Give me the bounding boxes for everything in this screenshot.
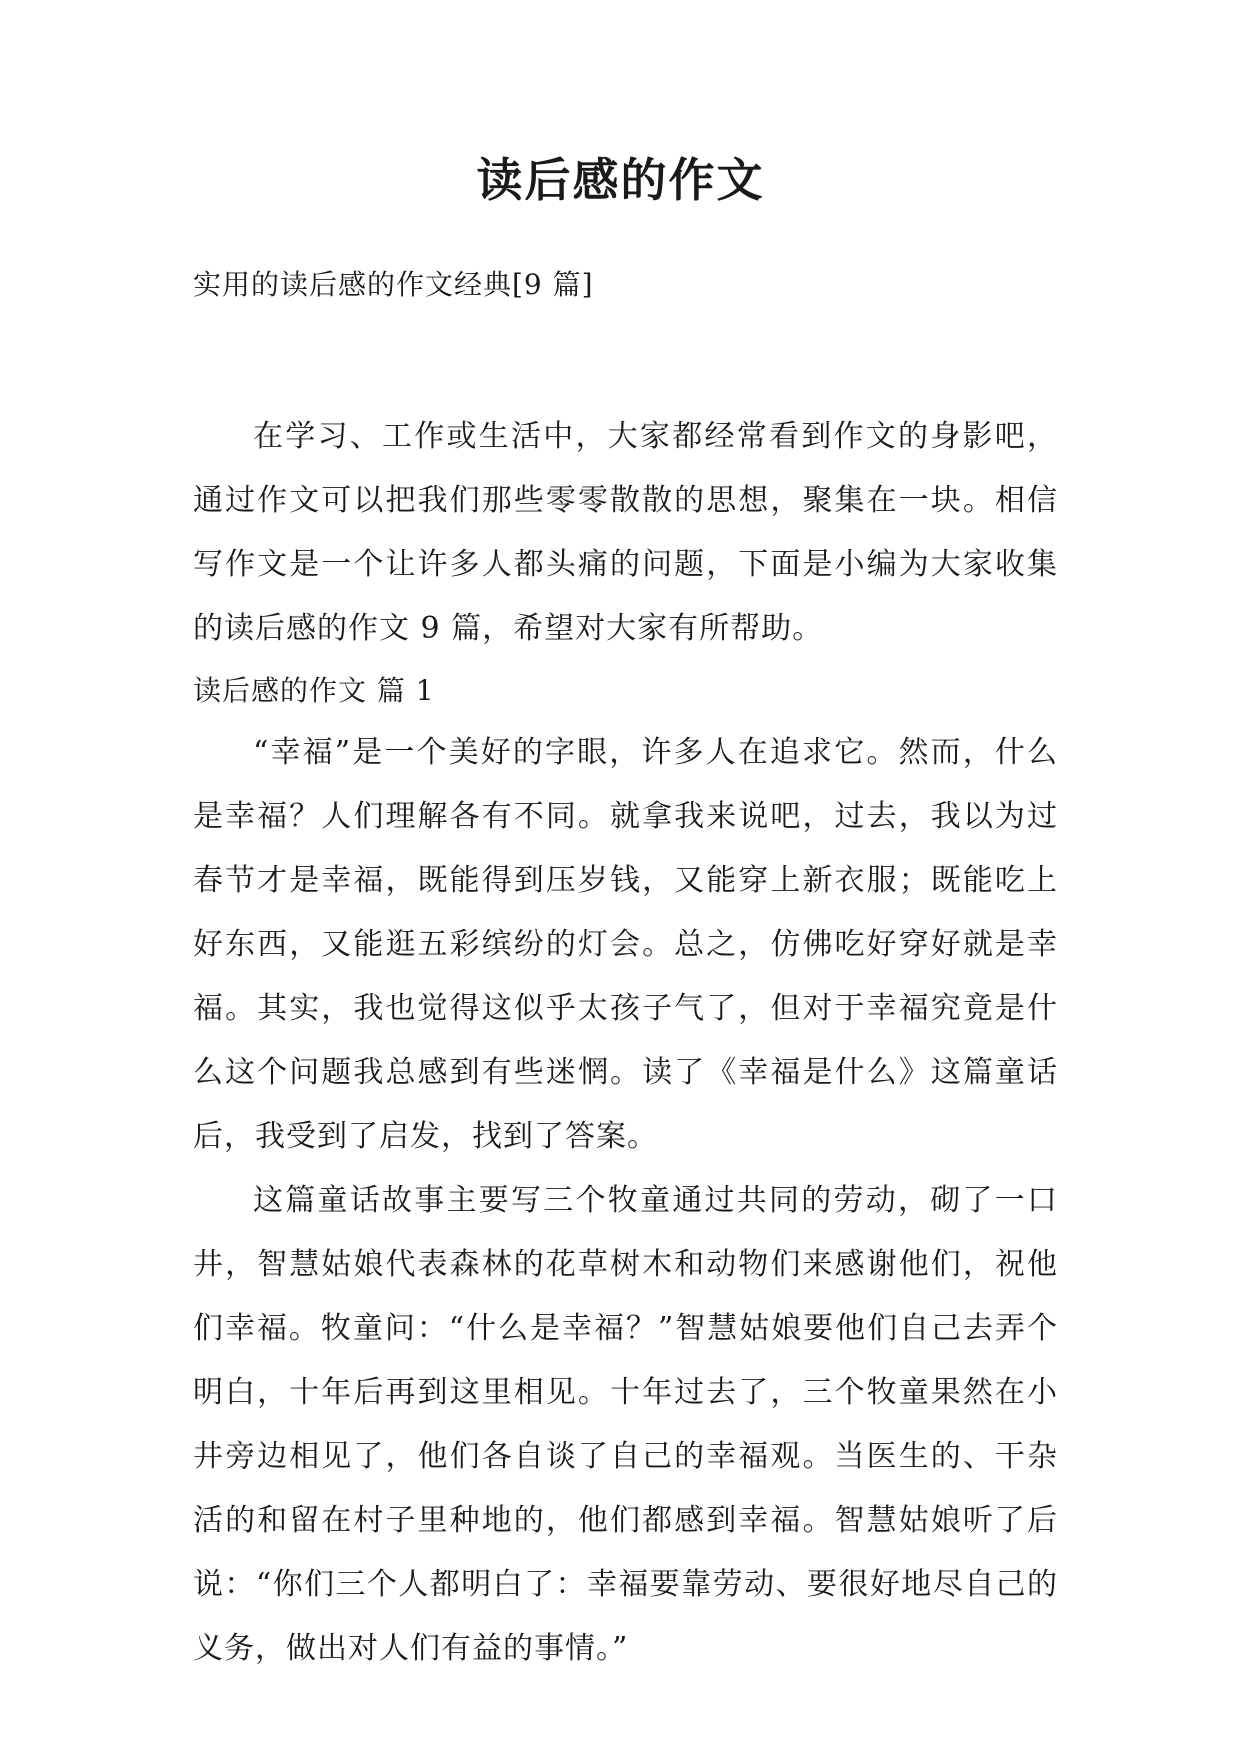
section-paragraph: “幸福”是一个美好的字眼，许多人在追求它。然而，什么是幸福？人们理解各有不同。就拿我来说吧，过去，我以为过春节才是幸福，既能得到压岁钱，又能穿上新衣服；既能吃上好东西，又能逛五彩缤纷的灯会。总之，仿佛吃好穿好就是幸福。其实，我也觉得这似乎太孩子气了，但对于幸福究竟是什么这个问题我总感到有些迷惘。读了《幸福是什么》这篇童话后，我受到了启发，找到了答案。 [193,735,1058,1154]
document-body [193,405,1058,1681]
document-subtitle: 实用的读后感的作文经典[9 篇] [193,268,594,301]
intro-paragraph: 在学习、工作或生活中，大家都经常看到作文的身影吧，通过作文可以把我们那些零零散散的思想，聚集在一块。相信写作文是一个让许多人都头痛的问题，下面是小编为大家收集的读后感的作文 9 篇，希望对大家有所帮助。 [193,419,1058,646]
document-title: 读后感的作文 [476,153,765,207]
section-heading: 读后感的作文 篇 1 [193,674,435,707]
section-paragraph: 这篇童话故事主要写三个牧童通过共同的劳动，砌了一口井，智慧姑娘代表森林的花草树木和动物们来感谢他们，祝他们幸福。牧童问：“什么是幸福？”智慧姑娘要他们自己去弄个明白，十年后再到这里相见。十年过去了，三个牧童果然在小井旁边相见了，他们各自谈了自己的幸福观。当医生的、干杂活的和留在村子里种地的，他们都感到幸福。智慧姑娘听了后说：“你们三个人都明白了：幸福要靠劳动、要很好地尽自己的义务，做出对人们有益的事情。” [193,1183,1058,1666]
